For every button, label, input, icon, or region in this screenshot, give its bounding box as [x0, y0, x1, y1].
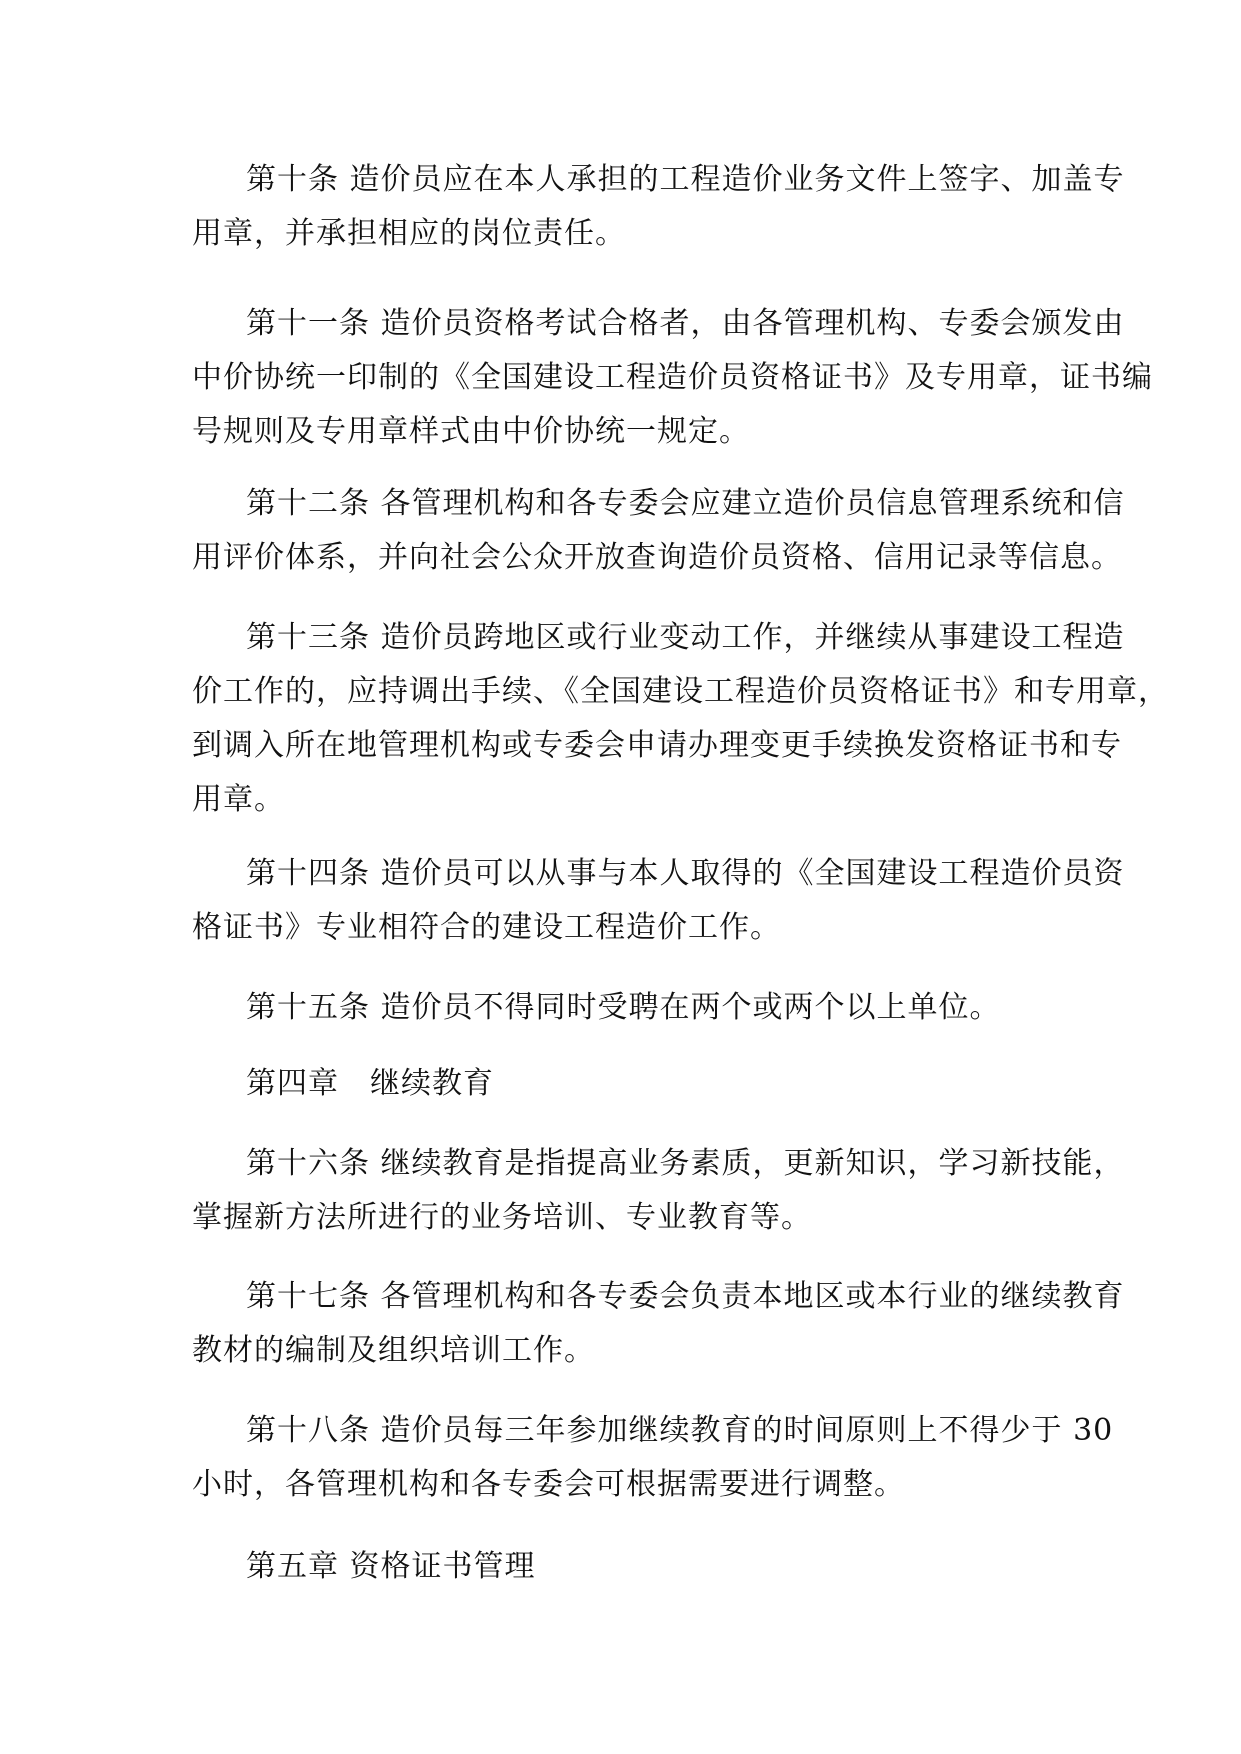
- text-line: 格证书》专业相符合的建设工程造价工作。: [192, 910, 781, 945]
- text-line: 第十四条 造价员可以从事与本人取得的《全国建设工程造价员资: [246, 856, 1125, 891]
- text-line: 第十七条 各管理机构和各专委会负责本地区或本行业的继续教育: [246, 1279, 1125, 1314]
- text-line: 第十一条 造价员资格考试合格者，由各管理机构、专委会颁发由: [246, 306, 1125, 341]
- article-18: [192, 1404, 1114, 1512]
- text-line: 用评价体系，并向社会公众开放查询造价员资格、信用记录等信息。: [192, 540, 1122, 575]
- article-17: [192, 1270, 1125, 1378]
- text-line: 价工作的，应持调出手续、《全国建设工程造价员资格证书》和专用章，: [192, 674, 1169, 709]
- text-line: 教材的编制及组织培训工作。: [192, 1333, 595, 1368]
- text-line: 中价协统一印制的《全国建设工程造价员资格证书》及专用章，证书编: [192, 360, 1153, 395]
- text-line: 小时，各管理机构和各专委会可根据需要进行调整。: [192, 1467, 905, 1502]
- chapter-heading: 第四章 继续教育: [246, 1066, 494, 1101]
- text-line: 第十六条 继续教育是指提高业务素质，更新知识，学习新技能，: [246, 1146, 1125, 1181]
- text-line: 号规则及专用章样式由中价协统一规定。: [192, 414, 750, 449]
- text-line: 第十八条 造价员每三年参加继续教育的时间原则上不得少于 30: [246, 1413, 1114, 1448]
- article-15: [192, 981, 1072, 1035]
- chapter-heading: 第五章 资格证书管理: [246, 1549, 536, 1584]
- text-line: 第十三条 造价员跨地区或行业变动工作，并继续从事建设工程造: [246, 620, 1125, 655]
- article-10: [192, 153, 1125, 261]
- chapter-5-heading: [192, 1540, 1072, 1594]
- article-16: [192, 1137, 1125, 1245]
- text-line: 第十二条 各管理机构和各专委会应建立造价员信息管理系统和信: [246, 486, 1125, 521]
- text-line: 用章。: [192, 782, 285, 817]
- text-line: 到调入所在地管理机构或专委会申请办理变更手续换发资格证书和专: [192, 728, 1122, 763]
- text-line: 第十五条 造价员不得同时受聘在两个或两个以上单位。: [246, 990, 1001, 1025]
- article-12: [192, 477, 1125, 585]
- text-line: 用章，并承担相应的岗位责任。: [192, 216, 626, 251]
- chapter-4-heading: [192, 1057, 1072, 1111]
- text-line: 第十条 造价员应在本人承担的工程造价业务文件上签字、加盖专: [246, 162, 1125, 197]
- article-14: [192, 847, 1125, 955]
- article-13: [192, 611, 1169, 827]
- article-11: [192, 297, 1153, 459]
- text-line: 掌握新方法所进行的业务培训、专业教育等。: [192, 1200, 812, 1235]
